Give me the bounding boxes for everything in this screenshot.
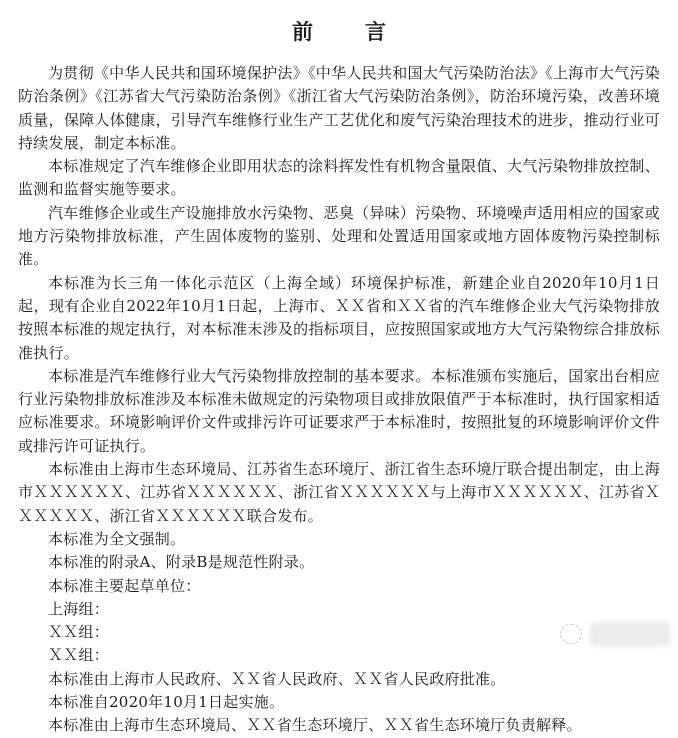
paragraph-purpose: 为贯彻《中华人民共和国环境保护法》《中华人民共和国大气污染防治法》《上海市大气污染防治条例》《江苏省大气污染防治条例》《浙江省大气污染防治条例》，防治环境污染，改善环境质量，保障人体健康，引导汽车维修行业生产工艺优化和废气污染治理技术的进步，推动行业可持续发展，制定本标准。 bbox=[18, 64, 660, 152]
watermark bbox=[560, 622, 670, 646]
page-title: 前言 bbox=[292, 19, 438, 44]
paragraph-basic-requirements: 本标准是汽车维修行业大气污染物排放控制的基本要求。本标准颁布实施后，国家出台相应行业污染物排放标准涉及本标准未做规定的污染物项目或排放限值严于本标准时，执行国家相适应标准要求。环境影响评价文件或排污许可证要求严于本标准时，按照批复的环境影响评价文件或排污许可证执行。 bbox=[18, 366, 660, 455]
paragraph-scope: 本标准规定了汽车维修企业即用状态的涂料挥发性有机物含量限值、大气污染物排放控制、监测和监督实施等要求。 bbox=[18, 157, 660, 199]
paragraph-effective-date: 本标准自2020年10月1日起实施。 bbox=[48, 693, 285, 712]
paragraph-other-pollutants: 汽车维修企业或生产设施排放水污染物、恶臭（异味）污染物、环境噪声适用相应的国家或地方污染物排放标准，产生固体废物的鉴别、处理和处置适用国家或地方固体废物污染控制标准。 bbox=[18, 203, 660, 269]
paragraph-approval: 本标准由上海市人民政府、ＸＸ省人民政府、ＸＸ省人民政府批准。 bbox=[48, 669, 506, 688]
wechat-icon bbox=[560, 624, 582, 644]
paragraph-group-xx-1: ＸＸ组： bbox=[48, 623, 110, 642]
paragraph-effective-scope: 本标准为长三角一体化示范区（上海全域）环境保护标准，新建企业自2020年10月1日起，现有企业自2022年10月1日起，上海市、ＸＸ省和ＸＸ省的汽车维修企业大气污染物排放按照本标准的规定执行，对本标准未涉及的指标项目，应按照国家或地方大气污染物综合排放标准执行。 bbox=[18, 273, 660, 362]
paragraph-group-xx-2: ＸＸ组： bbox=[48, 646, 110, 665]
paragraph-mandatory: 本标准为全文强制。 bbox=[48, 529, 186, 548]
paragraph-drafters: 本标准主要起草单位： bbox=[48, 576, 201, 595]
paragraph-appendix: 本标准的附录A、附录B是规范性附录。 bbox=[48, 553, 315, 572]
blurred-watermark-text bbox=[590, 622, 670, 646]
paragraph-issuers: 本标准由上海市生态环境局、江苏省生态环境厅、浙江省生态环境厅联合提出制定，由上海市ＸＸＸＸＸＸ、江苏省ＸＸＸＸＸＸ、浙江省ＸＸＸＸＸＸ与上海市ＸＸＸＸＸＸ、江苏省ＸＸＸＸＸＸ、浙江省ＸＸＸＸＸＸ联合发布。 bbox=[18, 460, 660, 525]
paragraph-interpretation: 本标准由上海市生态环境局、ＸＸ省生态环境厅、ＸＸ省生态环境厅负责解释。 bbox=[48, 716, 582, 735]
paragraph-group-shanghai: 上海组： bbox=[48, 599, 110, 618]
